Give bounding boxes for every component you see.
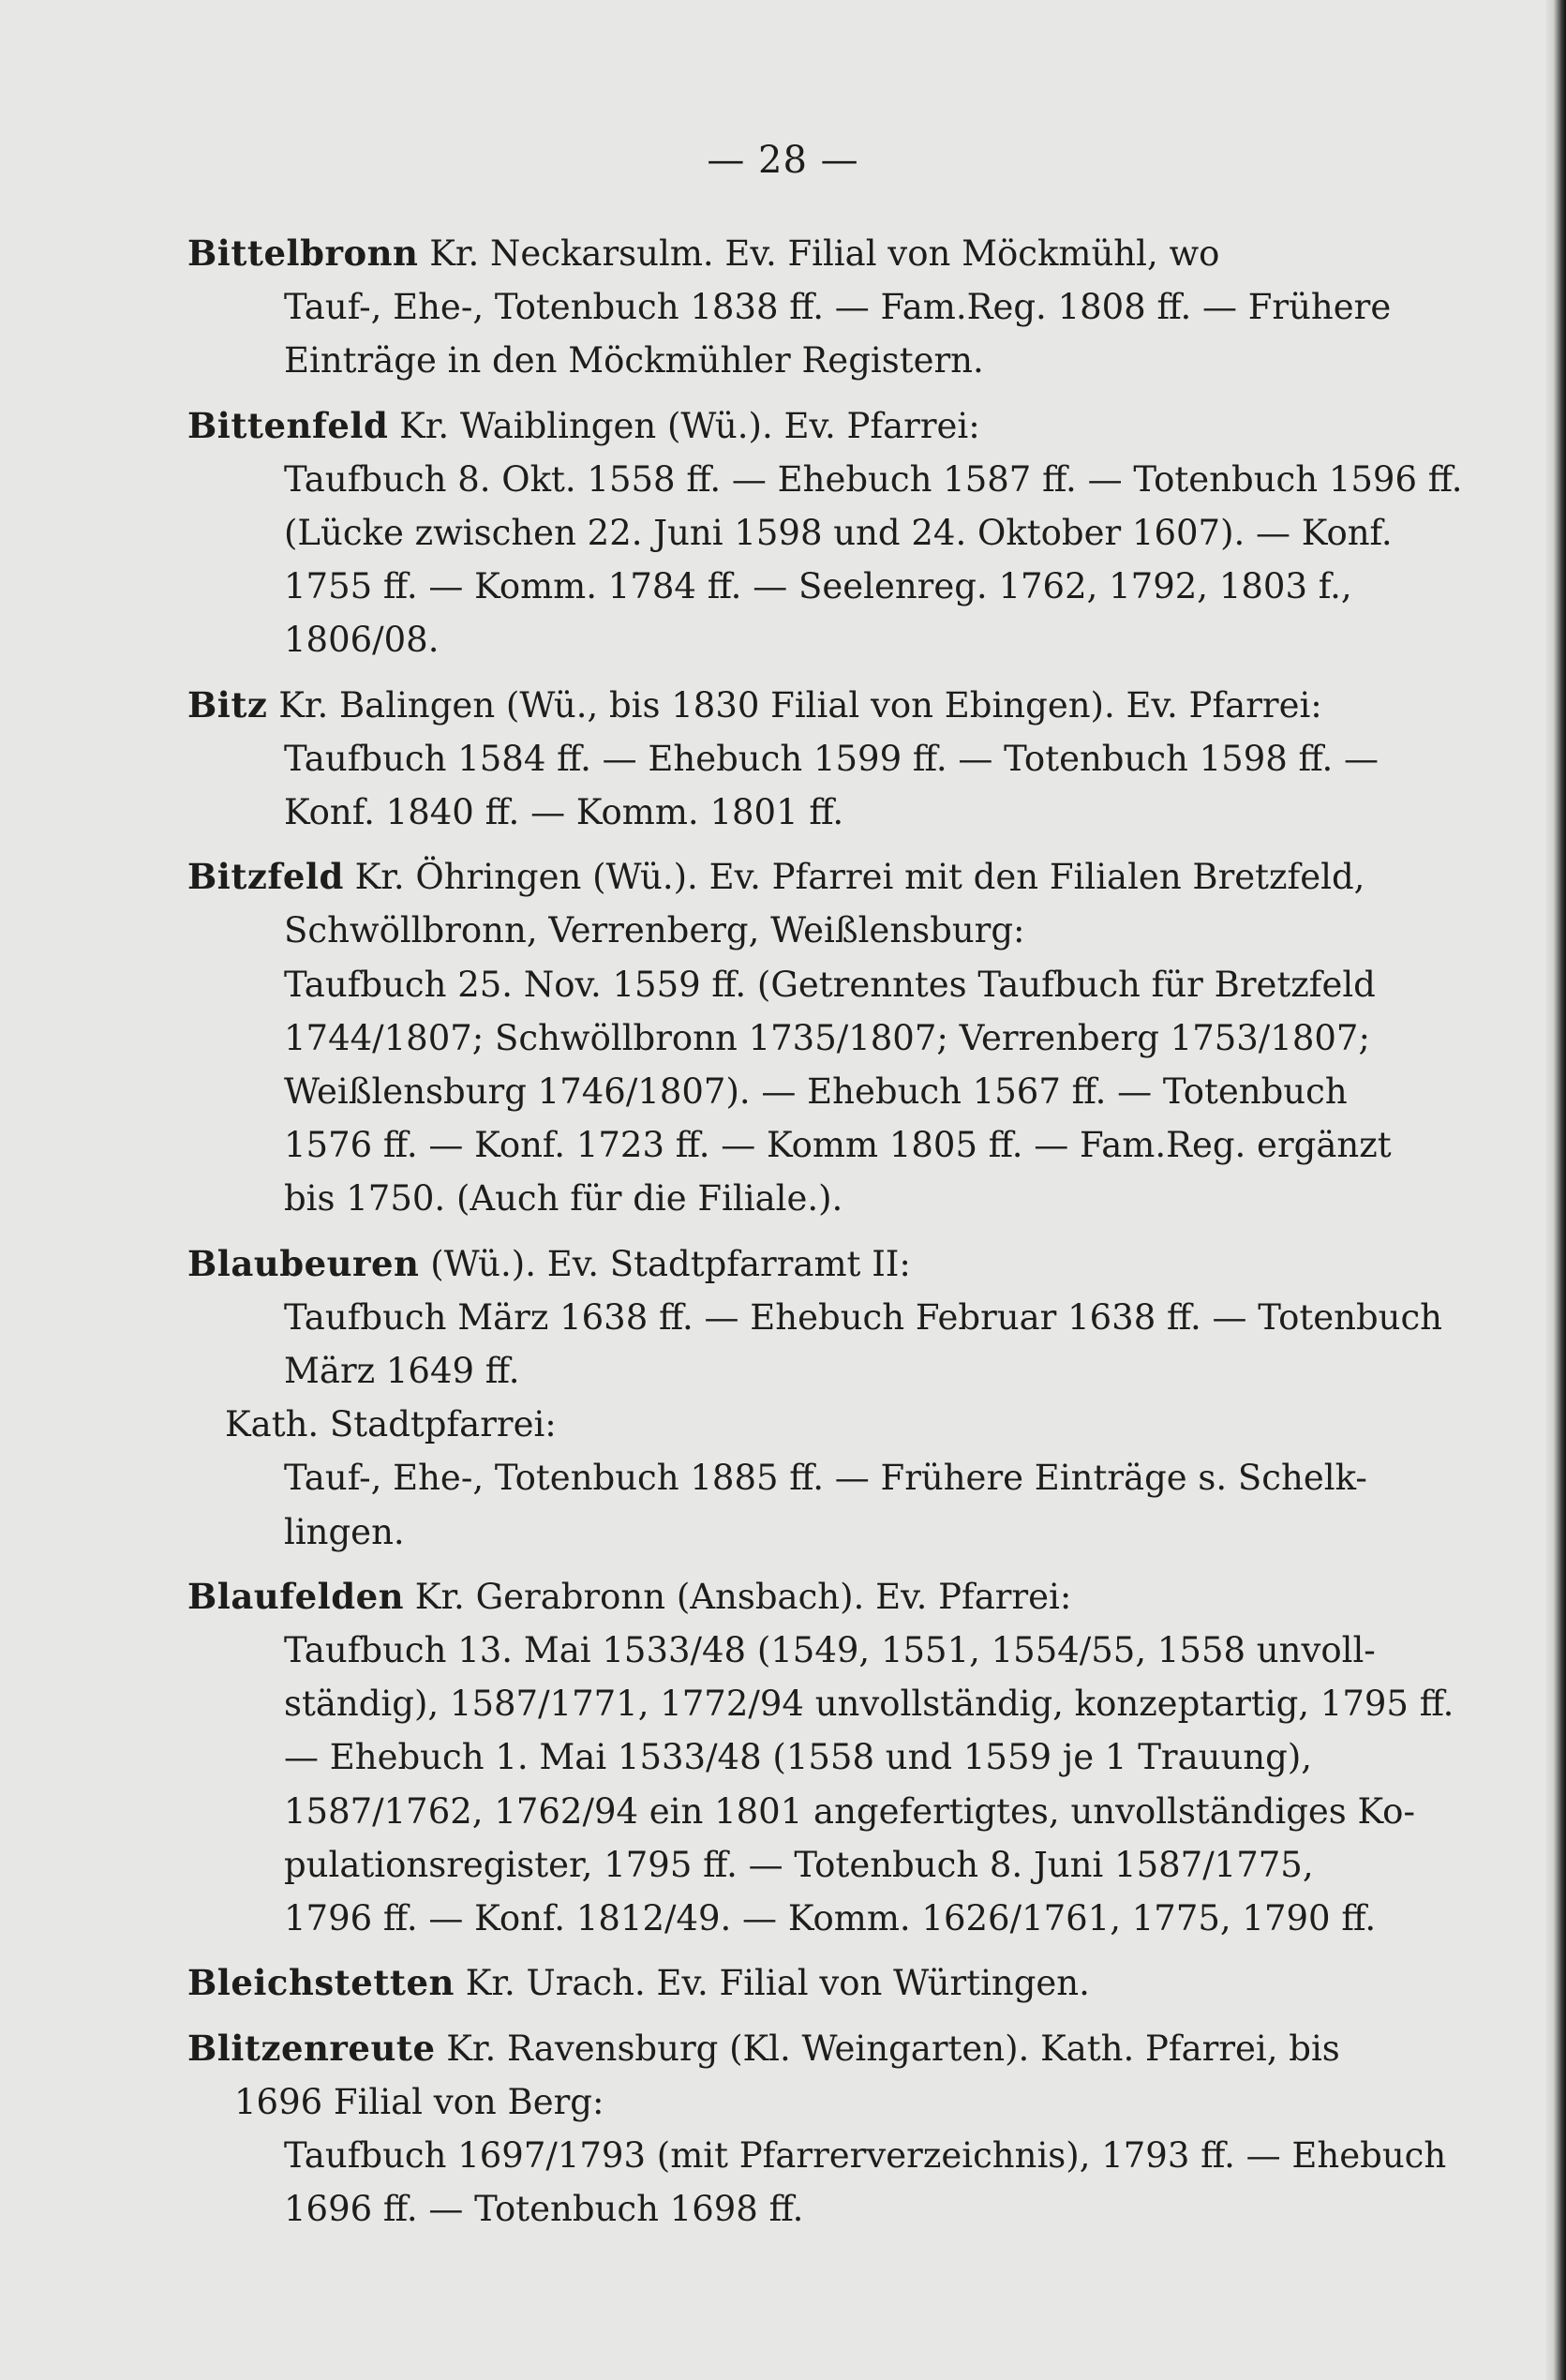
entry-blitzenreute xyxy=(187,2022,1447,2237)
entry-line: Kr. Balingen (Wü., bis 1830 Filial von Ebingen). Ev. Pfarrei: xyxy=(278,684,1322,726)
entry-line: Kath. Stadtpfarrei: xyxy=(225,1404,557,1445)
entry-blaufelden xyxy=(187,1570,1454,1945)
entry-line: ständig), 1587/1771, 1772/94 unvollständig, konzeptartig, 1795 ff. xyxy=(284,1684,1454,1725)
entry-bitz xyxy=(187,679,1396,840)
entry-blaubeuren xyxy=(187,1237,1443,1559)
entry-line: Weißlensburg 1746/1807). — Ehebuch 1567 ff. — Totenbuch xyxy=(284,1071,1348,1113)
entry-line: bis 1750. (Auch für die Filiale.). xyxy=(284,1178,843,1220)
entry-line: Taufbuch März 1638 ff. — Ehebuch Februar 1638 ff. — Totenbuch xyxy=(284,1296,1443,1338)
entry-bittelbronn xyxy=(187,227,1396,388)
entry-line: (Lücke zwischen 22. Juni 1598 und 24. Oktober 1607). — Konf. xyxy=(284,513,1393,554)
page-number: — 28 — xyxy=(707,139,859,182)
entry-line: pulationsregister, 1795 ff. — Totenbuch 8. Juni 1587/1775, xyxy=(284,1844,1314,1885)
register-entries xyxy=(187,227,1463,2247)
entry-headword: Blitzenreute xyxy=(187,2027,436,2069)
entry-line: Taufbuch 8. Okt. 1558 ff. — Ehebuch 1587 ff. — Totenbuch 1596 ff. xyxy=(284,458,1463,500)
entry-headword: Blaubeuren xyxy=(187,1242,420,1284)
entry-line: 1796 ff. — Konf. 1812/49. — Komm. 1626/1761, 1775, 1790 ff. xyxy=(284,1898,1377,1939)
entry-line: 1806/08. xyxy=(284,620,440,661)
page-edge xyxy=(1545,0,1566,2380)
entry-headword: Blaufelden xyxy=(187,1575,405,1617)
entry-headword: Bleichstetten xyxy=(187,1962,455,2004)
entry-line: Taufbuch 13. Mai 1533/48 (1549, 1551, 1554/55, 1558 unvoll- xyxy=(284,1630,1376,1671)
entry-bleichstetten xyxy=(187,1956,1396,2010)
entry-line: 1696 ff. — Totenbuch 1698 ff. xyxy=(284,2189,804,2230)
entry-line: Schwöllbronn, Verrenberg, Weißlensburg: xyxy=(284,910,1025,951)
entry-line: Taufbuch 25. Nov. 1559 ff. (Getrenntes Taufbuch für Bretzfeld xyxy=(284,964,1376,1005)
entry-line: Tauf-, Ehe-, Totenbuch 1885 ff. — Frühere Einträge s. Schelk- xyxy=(284,1458,1367,1499)
entry-line: 1576 ff. — Konf. 1723 ff. — Komm 1805 ff. — Fam.Reg. ergänzt xyxy=(284,1125,1392,1166)
entry-headword: Bittenfeld xyxy=(187,404,389,446)
entry-line: 1696 Filial von Berg: xyxy=(234,2081,604,2122)
entry-line: Tauf-, Ehe-, Totenbuch 1838 ff. — Fam.Reg. 1808 ff. — Frühere xyxy=(284,287,1392,328)
entry-line: Kr. Urach. Ev. Filial von Würtingen. xyxy=(465,1963,1090,2004)
entry-line: Kr. Öhringen (Wü.). Ev. Pfarrei mit den Filialen Bretzfeld, xyxy=(354,857,1365,898)
entry-line: (Wü.). Ev. Stadtpfarramt II: xyxy=(430,1243,911,1284)
entry-line: Kr. Waiblingen (Wü.). Ev. Pfarrei: xyxy=(399,405,980,446)
entry-line: 1587/1762, 1762/94 ein 1801 angefertigtes, unvollständiges Ko- xyxy=(284,1790,1415,1832)
entry-headword: Bitz xyxy=(187,683,268,726)
entry-headword: Bittelbronn xyxy=(187,232,419,274)
entry-line: Konf. 1840 ff. — Komm. 1801 ff. xyxy=(284,792,844,833)
entry-line: 1755 ff. — Komm. 1784 ff. — Seelenreg. 1762, 1792, 1803 f., xyxy=(284,566,1352,607)
entry-line: März 1649 ff. xyxy=(284,1351,520,1392)
entry-line: lingen. xyxy=(284,1511,405,1552)
entry-headword: Bitzfeld xyxy=(187,856,344,898)
entry-bitzfeld xyxy=(187,850,1396,1225)
entry-line: 1744/1807; Schwöllbronn 1735/1807; Verrenberg 1753/1807; xyxy=(284,1017,1370,1058)
entry-line: — Ehebuch 1. Mai 1533/48 (1558 und 1559 je 1 Trauung), xyxy=(284,1737,1313,1778)
entry-line: Kr. Neckarsulm. Ev. Filial von Möckmühl, wo xyxy=(429,233,1220,274)
entry-line: Kr. Gerabronn (Ansbach). Ev. Pfarrei: xyxy=(414,1576,1072,1617)
entry-line: Kr. Ravensburg (Kl. Weingarten). Kath. Pfarrei, bis xyxy=(446,2028,1340,2069)
entry-line: Taufbuch 1697/1793 (mit Pfarrerverzeichnis), 1793 ff. — Ehebuch xyxy=(284,2134,1447,2176)
entry-line: Taufbuch 1584 ff. — Ehebuch 1599 ff. — Totenbuch 1598 ff. — xyxy=(284,738,1380,779)
entry-line: Einträge in den Möckmühler Registern. xyxy=(284,340,984,382)
entry-bittenfeld xyxy=(187,399,1463,667)
